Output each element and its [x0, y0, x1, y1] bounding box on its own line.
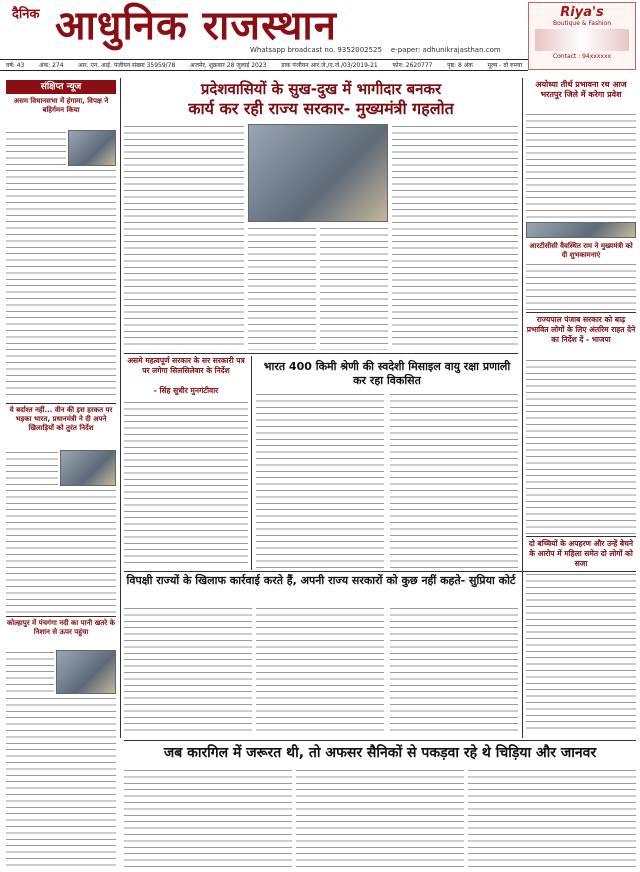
- price: मूल्य - दो रुपया: [487, 62, 522, 69]
- masthead-contact: [250, 46, 501, 54]
- column-rule: [522, 78, 523, 738]
- mid-center-title: भारत 400 किमी श्रेणी की स्वदेशी मिसाइल वायु रक्षा प्रणाली कर रहा विकसित: [263, 360, 511, 387]
- bottom-body-2: [296, 768, 464, 868]
- mid-left-title: असमे महत्वपूर्ण सरकार के सर सरकारी पत्र पर लगेगा सिलसिलेवार के निर्देश: [127, 356, 245, 375]
- phone-number: फोन: 2620777: [392, 62, 433, 69]
- band-body-2: [256, 606, 384, 736]
- right-story-1-body: [526, 112, 636, 220]
- right-story-1-title: अयोध्या तीर्थ प्रभावना रथ आज भरतपुर जिले में करेगा प्रवेश: [535, 80, 627, 99]
- divider: [124, 740, 636, 741]
- issue-number: अंक: 274: [38, 62, 64, 69]
- rni-registration: आर. एन. आई. पंजीयन संख्या 35959/78: [78, 62, 176, 69]
- right-story-3-body: [526, 358, 636, 534]
- lead-headline-line-1: प्रदेशवासियों के सुख-दुख में भागीदार बनकर: [200, 80, 442, 98]
- postal-registration: डाक पंजीयन आर.जे./ए.जे./03/2019-21: [281, 62, 378, 69]
- mid-center-body-1: [256, 392, 384, 568]
- sidebar-story-3-title: कोल्हापुर में पंचगंगा नदी का पानी खतरे के निशान से ऊपर पहुंचा: [7, 619, 115, 636]
- mid-center-body-2: [390, 392, 518, 568]
- ad-brand: Riya's: [560, 5, 604, 20]
- ad-line-1: Boutique & Fashion: [552, 20, 612, 27]
- lead-story-text-col-3: [320, 226, 388, 350]
- sidebar-story-2-photo: [60, 450, 116, 486]
- band-body-3: [390, 606, 518, 736]
- sidebar-story-3-text: [6, 650, 54, 694]
- whatsapp-number: Whatsapp broadcast no. 9352002525: [250, 46, 382, 54]
- ad-line-2: Contact : 94xxxxxx: [552, 53, 612, 60]
- sidebar-label: संक्षिप्त न्यूज: [6, 80, 116, 94]
- lead-story-text-col-4: [392, 124, 518, 350]
- right-story-4-body: [526, 572, 636, 734]
- sidebar-story-2-title: ये बर्दाश्त नहीं... वीन की इस हरकत पर भड़का भारत, प्रधानमंत्री ने दी अपने खिलाड़ियों को तुरंत निर्देश: [9, 406, 113, 432]
- divider: [124, 353, 518, 354]
- lead-story-text-col-2: [248, 226, 316, 350]
- divider: [526, 536, 636, 537]
- sidebar-story-2-text: [6, 450, 58, 486]
- mid-left-body: [124, 400, 248, 568]
- right-story-4-title: दो बच्चियों के अपहरण और उन्हें बेचने के आरोप में महिला समेत दो लोगों को सजा: [528, 539, 634, 568]
- advertisement-box: [528, 2, 636, 70]
- band-headline: विपक्षी राज्यों के खिलाफ कार्रवाई करते हैं, अपनी राज्य सरकारों को कुछ नहीं कहते- सुप्रिया कोर्ट: [126, 574, 516, 587]
- sidebar-story-1-photo: [68, 130, 116, 166]
- column-rule: [251, 356, 252, 570]
- issue-info-bar: [0, 59, 528, 71]
- lead-headline-line-2: कार्य कर रही राज्य सरकार- मुख्यमंत्री गहलोत: [188, 99, 454, 118]
- right-story-2-title: आरटीसीसी वैवस्थित राम ने मुख्यमंत्री को दी शुभकामनाएं: [529, 242, 633, 259]
- sidebar-story-3-photo: [56, 650, 116, 694]
- mid-left-subtitle: - सिंह सुधीर मुनगंटीवार: [153, 386, 219, 395]
- lead-story-text-col-1: [124, 124, 244, 350]
- right-story-3-title: राज्यपाल पंजाब सरकार को बाढ़ प्रभावित लोगों के लिए अंतरिम राहत देने का निर्देश दें - भाजपा: [526, 315, 636, 344]
- issue-year: वर्ष: 43: [6, 62, 25, 69]
- right-story-1-photo: [526, 222, 636, 238]
- issue-date: अजमेर, शुक्रवार 28 जुलाई 2023: [189, 62, 267, 69]
- lead-photo: [248, 124, 388, 222]
- divider: [526, 312, 636, 313]
- sidebar-story-2-body: [6, 488, 116, 614]
- sidebar-story-1-text: [6, 130, 66, 166]
- epaper-url: e-paper: adhunikrajasthan.com: [390, 46, 501, 54]
- column-rule: [120, 78, 121, 738]
- bottom-body-1: [124, 768, 292, 868]
- page-count: पृष्ठ: 8 अंक: [447, 62, 473, 69]
- sidebar-story-1-body: [6, 168, 116, 400]
- newspaper-title: आधुनिक राजस्थान: [55, 3, 337, 49]
- bottom-headline: जब कारगिल में जरूरत थी, तो अफसर सैनिकों से पकड़वा रहे थे चिड़िया और जानवर: [163, 745, 597, 761]
- sidebar-story-3-body: [6, 696, 116, 866]
- sidebar-story-1-title: असम विधानसभा में हंगामा, विपक्ष ने बहिर्गमन किया: [13, 97, 109, 114]
- band-body-1: [124, 606, 252, 736]
- ad-artwork: [535, 29, 629, 51]
- right-story-2-body: [526, 262, 636, 310]
- divider: [124, 571, 636, 572]
- bottom-body-3: [468, 768, 636, 868]
- divider: [6, 616, 116, 617]
- masthead-small-title: दैनिक: [12, 7, 40, 22]
- divider: [6, 403, 116, 404]
